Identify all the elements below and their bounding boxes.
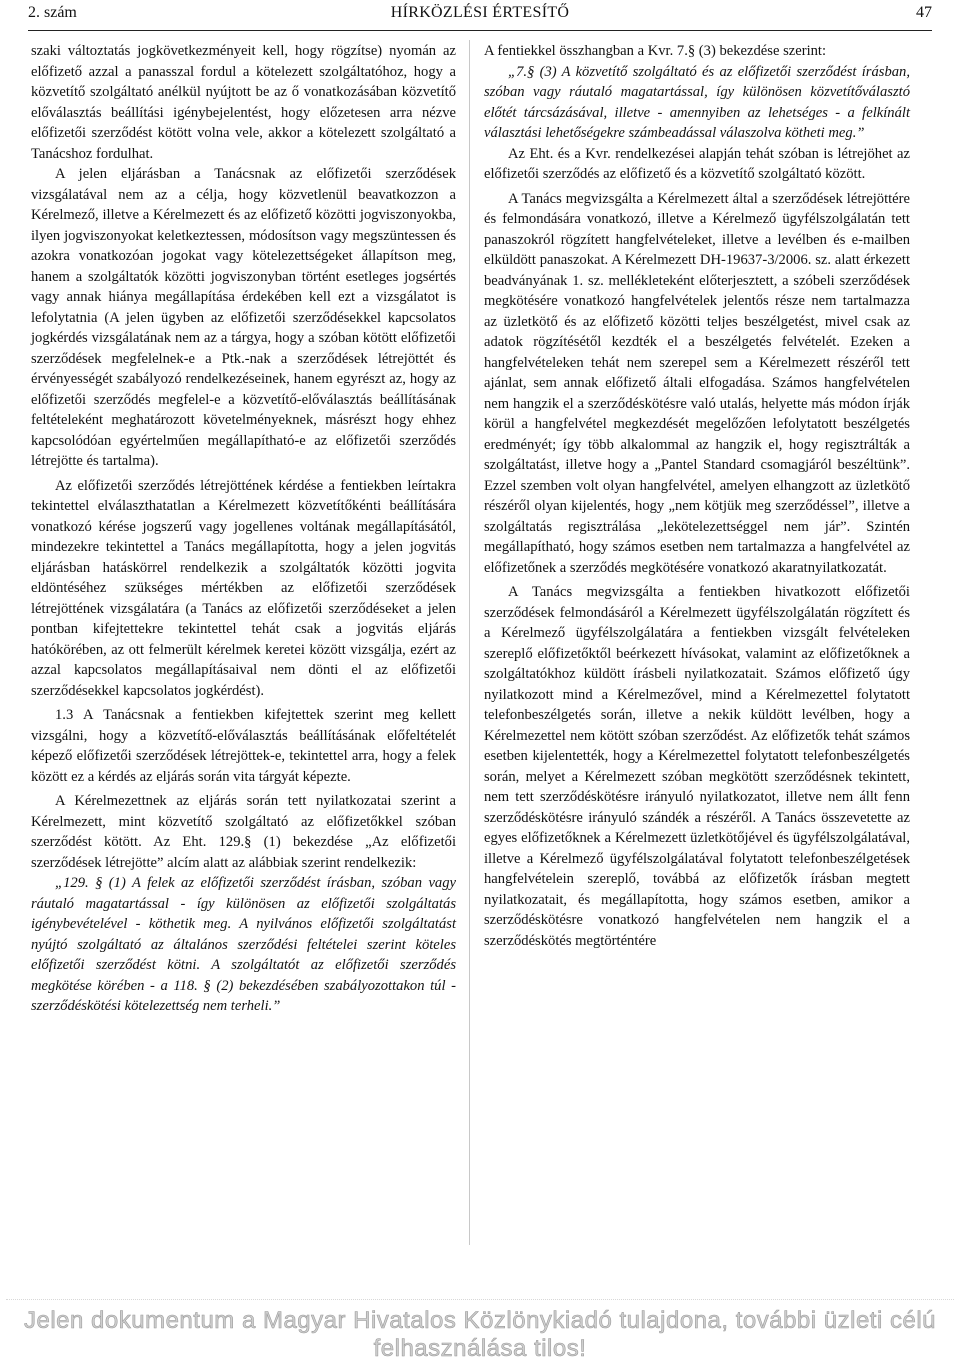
paragraph: szaki változtatás jogkövetkezményeit kell, hogy rögzítse) nyomán az előfizető azzal a panasszal fordul a kötelezett szolgáltatóhoz, hogy a közvetítő szolgáltató anélkül nyújtott be az ő vonatkozásában közvetítő előválasztás beállítási igénybejelentést, hogy előzetesen arra nézve előfizetői szerződést kötött volna vele, akkor a kötelezett szolgáltató a Tanácshoz fordulhat. bbox=[31, 43, 456, 162]
watermark-text: Jelen dokumentum a Magyar Hivatalos Közlönykiadó tulajdona, további üzleti célú felhasználása tilos! bbox=[24, 1307, 936, 1362]
paragraph: Az előfizetői szerződés létrejöttének kérdése a fentiekben leírtakra tekintettel elválaszthatatlan a Kérelmezett közvetítőkénti beállítására vonatkozó kérése jogszerű vagy jogellenes voltának megállapításától, mindezekre tekintettel a Tanács megállapította, hogy a jelen jogvitás eljárásban hatáskörrel rendelkezik a szolgáltatók közötti jogvita eldöntéséhez szükséges mértékben az előfizetői szerződések létrejöttének vizsgálatára (a Tanács az előfizetői szerződéseket a jelen pontban kifejtettekre tekintettel tehát csak a jogvitás eljárás hatókörében, az ott felmerült kérelmek keretei között vizsgálja, ezért az azzal kapcsolatos megállapításaival nem dönti el az előfizetői szerződésekkel kapcsolatos jogkérdést). bbox=[31, 477, 456, 699]
page-header bbox=[28, 0, 932, 31]
left-column bbox=[31, 41, 456, 1017]
paragraph: Az Eht. és a Kvr. rendelkezései alapján tehát szóban is létrejöhet az előfizetői szerződés az előfizető és a közvetítő szolgáltató között. bbox=[484, 145, 910, 182]
right-column bbox=[484, 41, 910, 951]
journal-title: HÍRKÖZLÉSI ÉRTESÍTŐ bbox=[390, 4, 570, 21]
quoted-paragraph: „129. § (1) A felek az előfizetői szerződést írásban, szóban vagy ráutaló magatartással - így különösen az előfizetői szolgáltatás igénybevételével - köthetik meg. A nyilvános előfizetői szolgáltatást nyújtó szolgáltató az általános szerződési feltételei szerint köteles előfizetői szerződést kötni. A szolgáltatót az előfizetői szerződés megkötése körében - a 118. § (2) bekezdésében szabályozottakon túl - szerződéskötési kötelezettség nem terheli.” bbox=[31, 875, 456, 1014]
column-divider bbox=[469, 40, 470, 1245]
paragraph: A fentiekkel összhangban a Kvr. 7.§ (3) bekezdése szerint: bbox=[484, 43, 827, 59]
paragraph: A Kérelmezettnek az eljárás során tett nyilatkozatai szerint a Kérelmezett, mint közvetítő szolgáltató az előfizetőkkel szóban szerződést kötött. Az Eht. 129.§ (1) bekezdése „Az előfizetői szerződések létrejötte” alcím alatt az alábbiak szerint rendelkezik: bbox=[31, 793, 456, 871]
paragraph: A Tanács megvizsgálta a fentiekben hivatkozott előfizetői szerződések felmondásáról a Kérelmezett ügyfélszolgálatán rögzített és a Kérelmező ügyfélszolgálatára a fentiekben vizsgált felvételeken szereplő előfizetőktől beérkezett hívásokat, valamint az előfizetőknek a szolgáltatókhoz küldött írásbeli nyilatkozatait. Számos előfizető úgy nyilatkozott mind a Kérelmezővel, mind a Kérelmezettel folytatott telefonbeszélgetés során, illetve a nekik küldött levélben, hogy a Kérelmezettel nem kötött szóban szerződést. Az előfizetők tehát számos esetben kijelentették, hogy a Kérelmezettel folytatott telefonbeszélgetés során, melyet a Kérelmezett szóban megkötött szerződésnek tekintett, nem tett szerződéskötésre irányuló nyilatkozatot, illetve nem állt fenn szerződéskötésre irányuló szándék a részéről. A Tanács összevetette az egyes előfizetőknek a Kérelmezett üzletkötőjével és ügyfélszolgálatával, illetve a Kérelmező ügyfélszolgálatával folytatott telefonbeszélgetések hangfelvételein szereplő, továbbá az előfizetők írásban megtett nyilatkozatait, és megállapította, hogy számos esetben, amikor a szerződéskötésre vonatkozó hangfelvételen nem hangzik el a szerződéskötés megtörténtére bbox=[484, 584, 910, 949]
paragraph: A jelen eljárásban a Tanácsnak az előfizetői szerződések vizsgálatával nem az a célja, hogy közvetlenül beavatkozzon a Kérelmező, illetve a Kérelmezett és az előfizető közötti jogviszonyokba, ilyen jogviszonyokat keletkeztessen, módosítson vagy megszüntessen és azokra vonatkozóan jogokat vagy kötelezettségeket állapítson meg, hanem a szolgáltatók közötti jogviszonyban történt esetleges jogsértés vagy annak hiánya megállapítása érdekében kell ezt a vizsgálatot is lefolytatnia (A jelen ügyben az előfizetői szerződésekkel kapcsolatos jogkérdés vizsgálatának nem az a tárgya, hogy a szóban kötött előfizetői szerződések megfelelnek-e a Ptk.-nak a szerződések létrejöttét és érvényességét szabályozó rendelkezéseinek, hanem egyrészt az, hogy az előfizetői szerződés megfelel-e a közvetítő-előválasztás beállításának feltételeként meghatározott követelményeknek, másrészt hogy ehhez kapcsolódóan egyértelműen megállapítható-e az előfizetői szerződés létrejötte és tartalma). bbox=[31, 166, 456, 469]
watermark-rule bbox=[6, 1299, 954, 1300]
issue-number: 2. szám bbox=[28, 4, 77, 21]
quoted-paragraph: „7.§ (3) A közvetítő szolgáltató és az előfizetői szerződést írásban, szóban vagy ráutaló magatartással, így különösen közvetítőválasztó előtét tárcsázásával, illetve - amennyiben az lehetséges - a felkínált választási lehetőségekre számbeadással válaszolva kötheti meg.” bbox=[484, 63, 910, 141]
paragraph: A Tanács megvizsgálta a Kérelmezett által a szerződések létrejöttére és felmondására vonatkozó, illetve a Kérelmező ügyfélszolgálatán tett panaszokról rögzített hangfelvételeket, illetve a levélben és e-mailben elküldött panaszokat. A Kérelmezett DH-19637-3/2006. sz. alatt érkezett beadványának 1. sz. mellékleteként előterjesztett, a szóbeli szerződések megkötésére vonatkozó hangfelvételek jelentős része nem tartalmazza az üzletkötő és az előfizető közötti teljes beszélgetést, mivel csak az adatok rögzítésétől kezdték el a beszélgetés felvételét. Ezeken a hangfelvételeken tehát nem szerepel sem a Kérelmezett részéről tett ajánlat, sem annak előfizető általi elfogadása. Számos hangfelvételen nem hangzik el a szerződéskötésre való utalás, helyette más módon írják körül a hangfelvétel megkezdését megelőzően lefolytatott beszélgetés eredményét; így több alkalommal az hangzik el, hogy regisztrálták a szolgáltatást, illetve hogy a „Pantel Standard csomagjáról beszéltünk”. Ezzel szemben volt olyan hangfelvétel, amelyen elhangzott az üzletkötő részéről olyan kijelentés, hogy „nem kötjük meg szerződéssel”, illetve a szolgáltatás regisztrálása „lekötelezettséggel nem jár”. Szintén megállapítható, hogy számos esetben nem tartalmazza a hangfelvétel az előfizetőnek a szerződés megkötésére vonatkozó akaratnyilatkozatát. bbox=[484, 190, 910, 576]
paragraph: 1.3 A Tanácsnak a fentiekben kifejtettek szerint meg kellett vizsgálni, hogy a közvetítő-előválasztás beállításának előfeltételét képező előfizetői szerződések létrejöttek-e, tekintettel arra, hogy a felek között ez a kérdés az eljárás során vita tárgyát képezte. bbox=[31, 707, 456, 785]
page-number: 47 bbox=[916, 4, 932, 21]
